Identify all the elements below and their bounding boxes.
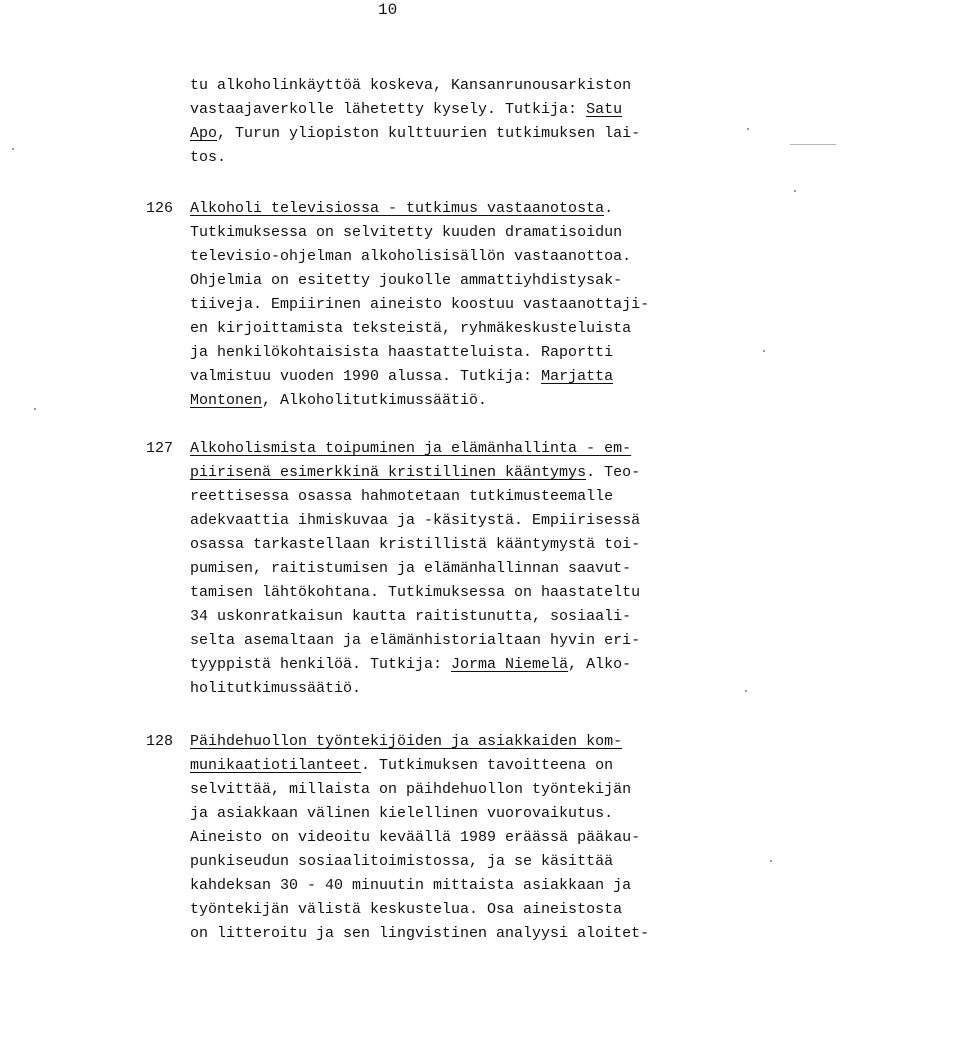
text-line [190, 557, 631, 581]
underlined-text: Apo [190, 125, 218, 142]
text-line [190, 754, 613, 778]
text-segment: Ohjelmia on esitetty joukolle ammattiyhdistysak- [190, 272, 623, 289]
underlined-text: Alkoholi televisiossa - tutkimus vastaanotosta [190, 200, 605, 217]
text-line [190, 197, 613, 221]
underlined-text: Satu [586, 101, 623, 118]
text-segment: tiiveja. Empiirinen aineisto koostuu vastaanottaji- [190, 296, 650, 313]
text-segment: ja asiakkaan välinen kielellinen vuorovaikutus. [190, 805, 614, 822]
text-segment: tu alkoholinkäyttöä koskeva, Kansanrunousarkiston [190, 77, 632, 94]
text-segment: pumisen, raitistumisen ja elämänhallinnan saavut- [190, 560, 632, 577]
text-segment: , Alkoholitutkimussäätiö. [262, 392, 488, 409]
underlined-text: Alkoholismista toipuminen ja elämänhallinta - em- [190, 440, 632, 457]
underlined-text: munikaatiotilanteet [190, 757, 362, 774]
text-line [190, 389, 487, 413]
text-segment: vastaajaverkolle lähetetty kysely. Tutkija: [190, 101, 587, 118]
text-segment: , Turun yliopiston kulttuurien tutkimuksen lai- [217, 125, 641, 142]
text-line [190, 802, 613, 826]
scan-speck [770, 860, 772, 862]
text-segment: ja henkilökohtaisista haastatteluista. Raportti [190, 344, 614, 361]
text-line [190, 98, 622, 122]
text-segment: kahdeksan 30 - 40 minuutin mittaista asiakkaan ja [190, 877, 632, 894]
text-line [190, 850, 613, 874]
scan-speck [747, 128, 749, 130]
text-segment: reettisessa osassa hahmotetaan tutkimusteemalle [190, 488, 614, 505]
underlined-text: Päihdehuollon työntekijöiden ja asiakkaiden kom- [190, 733, 623, 750]
text-line [190, 146, 226, 170]
text-line [190, 221, 622, 245]
underlined-text: Marjatta [541, 368, 614, 385]
text-line [190, 677, 361, 701]
scan-speck [763, 350, 765, 352]
text-line [190, 922, 649, 946]
page-number: 10 [378, 1, 398, 19]
text-segment: televisio-ohjelman alkoholisisällön vastaanottoa. [190, 248, 632, 265]
text-line [190, 898, 622, 922]
underlined-text: piirisenä esimerkkinä kristillinen kääntymys [190, 464, 587, 481]
text-segment: punkiseudun sosiaalitoimistossa, ja se käsittää [190, 853, 614, 870]
text-line [190, 461, 640, 485]
text-segment: tos. [190, 149, 227, 166]
text-line [190, 365, 613, 389]
scan-artifact-line [790, 144, 836, 145]
text-line [190, 293, 649, 317]
text-segment: on litteroitu ja sen lingvistinen analyysi aloitet- [190, 925, 650, 942]
text-segment: Aineisto on videoitu keväällä 1989 eräässä pääkau- [190, 829, 641, 846]
text-segment: 34 uskonratkaisun kautta raitistunutta, sosiaali- [190, 608, 632, 625]
text-line [190, 826, 640, 850]
text-line [190, 341, 613, 365]
text-line [190, 509, 640, 533]
text-segment: osassa tarkastellaan kristillistä kääntymystä toi- [190, 536, 641, 553]
text-segment: , Alko- [568, 656, 632, 673]
text-line [190, 74, 631, 98]
text-segment: . [604, 200, 614, 217]
text-line [190, 629, 640, 653]
underlined-text: Montonen [190, 392, 263, 409]
scan-speck [745, 690, 747, 692]
text-line [190, 581, 640, 605]
text-segment: holitutkimussäätiö. [190, 680, 362, 697]
scan-speck [12, 148, 14, 150]
text-segment: . Tutkimuksen tavoitteena on [361, 757, 614, 774]
text-line [190, 874, 631, 898]
text-segment: . Teo- [586, 464, 641, 481]
underlined-text: Jorma Niemelä [451, 656, 569, 673]
entry-number: 126 [146, 200, 174, 217]
text-segment: Tutkimuksessa on selvitetty kuuden dramatisoidun [190, 224, 623, 241]
text-line [190, 122, 640, 146]
text-segment: selta asemaltaan ja elämänhistorialtaan hyvin eri- [190, 632, 641, 649]
text-line [190, 778, 631, 802]
text-segment: työntekijän välistä keskustelua. Osa aineistosta [190, 901, 623, 918]
text-line [190, 437, 631, 461]
text-segment: adekvaattia ihmiskuvaa ja -käsitystä. Empiirisessä [190, 512, 641, 529]
scan-speck [34, 408, 36, 410]
entry-number: 128 [146, 733, 174, 750]
text-segment: valmistuu vuoden 1990 alussa. Tutkija: [190, 368, 542, 385]
entry-number: 127 [146, 440, 174, 457]
text-line [190, 605, 631, 629]
text-line [190, 533, 640, 557]
text-segment: selvittää, millaista on päihdehuollon työntekijän [190, 781, 632, 798]
text-segment: en kirjoittamista teksteistä, ryhmäkeskusteluista [190, 320, 632, 337]
text-line [190, 485, 613, 509]
text-line [190, 730, 622, 754]
text-line [190, 245, 631, 269]
text-line [190, 269, 622, 293]
text-segment: tamisen lähtökohtana. Tutkimuksessa on haastateltu [190, 584, 641, 601]
text-segment: tyyppistä henkilöä. Tutkija: [190, 656, 452, 673]
text-line [190, 653, 631, 677]
text-line [190, 317, 631, 341]
scan-speck [794, 190, 796, 192]
